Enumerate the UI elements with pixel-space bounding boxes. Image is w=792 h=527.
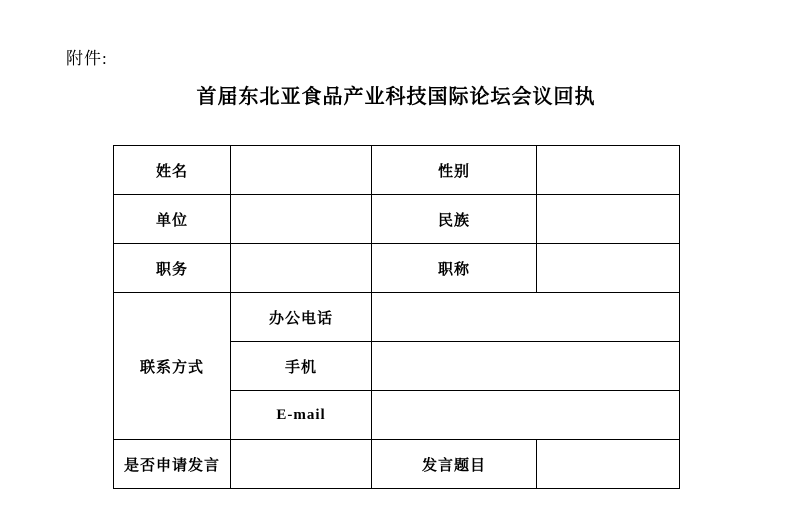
field-value-gender[interactable] [537,146,680,195]
table-row [114,146,680,195]
field-label-gender: 性别 [372,146,537,195]
field-value-name[interactable] [231,146,372,195]
attachment-label: 附件: [66,49,108,68]
field-label-title: 职称 [372,244,537,293]
field-label-email: E-mail [231,391,372,440]
field-value-mobile[interactable] [372,342,680,391]
field-value-position[interactable] [231,244,372,293]
registration-form-table [113,145,680,489]
table-row [114,440,680,489]
table-row [114,195,680,244]
field-label-position: 职务 [114,244,231,293]
field-label-name: 姓名 [114,146,231,195]
field-value-email[interactable] [372,391,680,440]
table-row [114,293,680,342]
field-value-ethnicity[interactable] [537,195,680,244]
field-label-office-phone: 办公电话 [231,293,372,342]
page-title: 首届东北亚食品产业科技国际论坛会议回执 [196,86,596,108]
field-value-apply-speech[interactable] [231,440,372,489]
field-label-ethnicity: 民族 [372,195,537,244]
field-label-speech-topic: 发言题目 [372,440,537,489]
field-label-organization: 单位 [114,195,231,244]
field-label-contact: 联系方式 [114,293,231,440]
field-label-mobile: 手机 [231,342,372,391]
field-value-speech-topic[interactable] [537,440,680,489]
field-value-organization[interactable] [231,195,372,244]
field-value-title[interactable] [537,244,680,293]
field-value-office-phone[interactable] [372,293,680,342]
field-label-apply-speech: 是否申请发言 [114,440,231,489]
table-row [114,244,680,293]
